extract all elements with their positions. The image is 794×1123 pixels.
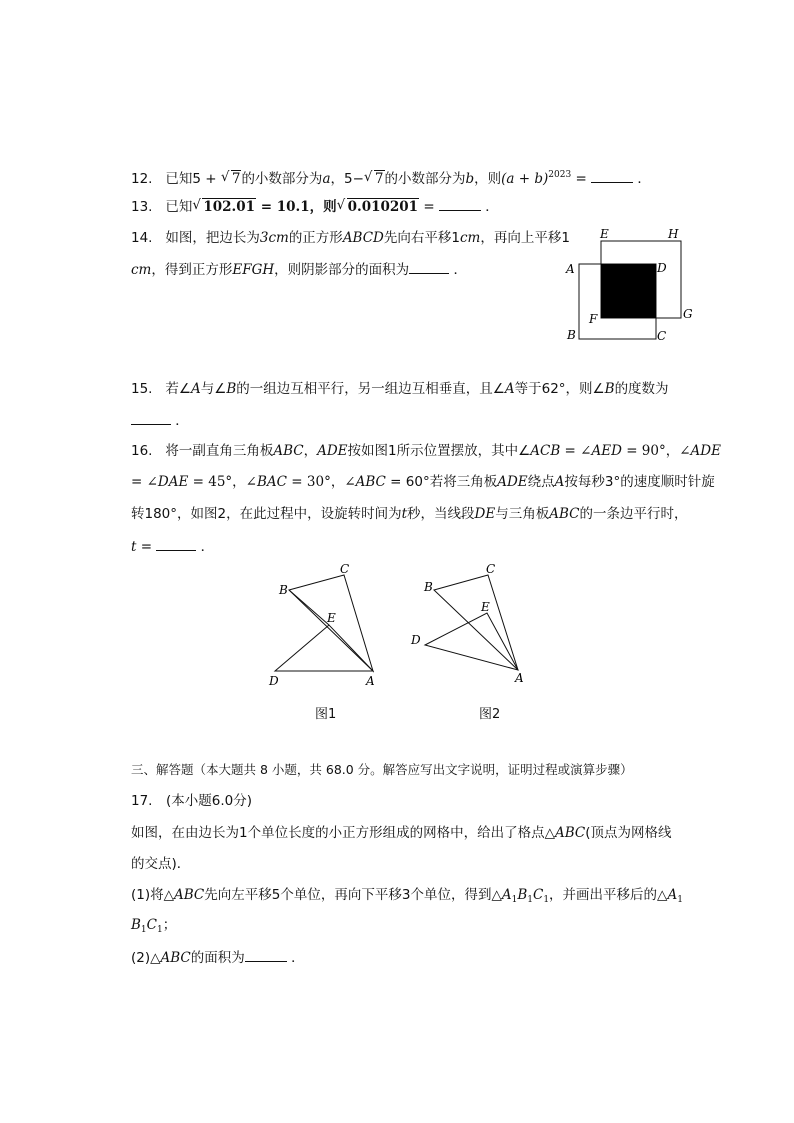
question-16-line4: t = ．: [131, 536, 214, 557]
answer-blank-12[interactable]: [591, 168, 633, 183]
fig1-label-e: E: [327, 611, 336, 625]
figure-2-caption: 图2: [479, 707, 501, 722]
question-16-line2: = ∠DAE = 45°，∠BAC = 30°，∠ABC = 60°若将三角板ADE绕点A按每秒3°的速度顺时针旋: [131, 474, 715, 490]
answer-blank-17[interactable]: [245, 947, 287, 962]
question-12: 12. 已知5 + √ 7的小数部分为a，5− √ 7的小数部分为b，则$(a + b)^{2023}$ = ．: [131, 169, 651, 187]
question-17-part2: (2)△ABC的面积为 ．: [131, 947, 305, 968]
label-f: F: [589, 312, 598, 326]
answer-blank-13[interactable]: [439, 196, 481, 211]
question-13: 13. 已知 √ 102.01 = 10.1，则 √ 0.010201 = ．: [131, 197, 499, 215]
sqrt-102: √ 102.01: [192, 197, 256, 215]
sqrt-0010201: √ 0.010201: [336, 197, 419, 215]
question-15-line2: ．: [131, 410, 189, 431]
fig2-label-e: E: [481, 600, 490, 614]
label-b: B: [567, 328, 576, 342]
question-17-para2: 的交点)．: [131, 856, 191, 872]
sqrt-7: √ 7: [220, 169, 241, 187]
label-h: H: [668, 227, 679, 241]
label-a: A: [566, 262, 575, 276]
label-g: G: [683, 307, 693, 321]
answer-blank-16[interactable]: [156, 536, 196, 551]
figure-14: [560, 222, 700, 347]
question-17-part1: (1)将△ABC先向左平移5个单位，再向下平移3个单位，得到$\triangle A_1B_1C_1$，并画出平移后的$\triangle A_1$: [131, 887, 683, 905]
question-17-para1: 如图，在由边长为1个单位长度的小正方形组成的网格中，给出了格点△ABC(顶点为网格线: [131, 825, 672, 841]
label-d: D: [657, 261, 667, 275]
question-16-line3: 转180°，如图2，在此过程中，设旋转时间为t秒，当线段DE与三角板ABC的一条边平行时，: [131, 506, 688, 522]
question-17-part1-cont: $B_1C_1$；: [131, 917, 177, 935]
fig2-label-c: C: [486, 562, 496, 576]
question-17-header: 17. (本小题6.0分): [131, 793, 252, 809]
answer-blank-15[interactable]: [131, 410, 171, 425]
sqrt-7-b: √ 7: [363, 169, 384, 187]
label-e: E: [600, 227, 609, 241]
fig2-label-a: A: [515, 671, 524, 685]
figure-16-1: [265, 560, 390, 695]
section-3-title: 三、解答题（本大题共 8 小题，共 68.0 分。解答应写出文字说明，证明过程或演算步骤）: [131, 762, 633, 777]
fig2-label-d: D: [411, 633, 421, 647]
question-16-line1: 16. 将一副直角三角板ABC，ADE按如图1所示位置摆放，其中∠ACB = ∠AED = 90°，∠ADE: [131, 443, 721, 459]
fig1-label-b: B: [279, 583, 288, 597]
figure-16-2: [405, 560, 535, 690]
answer-blank-14[interactable]: [409, 259, 449, 274]
fig1-label-a: A: [366, 674, 375, 688]
label-c: C: [657, 329, 667, 343]
question-14-line1: 14. 如图，把边长为3cm的正方形ABCD先向右平移1cm，再向上平移1: [131, 230, 570, 246]
fig1-label-c: C: [340, 562, 350, 576]
figure-1-caption: 图1: [315, 707, 337, 722]
fig2-label-b: B: [424, 580, 433, 594]
question-14-line2: cm，得到正方形EFGH，则阴影部分的面积为 ．: [131, 259, 467, 280]
shaded-overlap: [601, 264, 656, 318]
question-15: 15. 若∠A与∠B的一组边互相平行，另一组边互相垂直，且∠A等于62°，则∠B的度数为: [131, 381, 669, 397]
fig1-label-d: D: [269, 674, 279, 688]
